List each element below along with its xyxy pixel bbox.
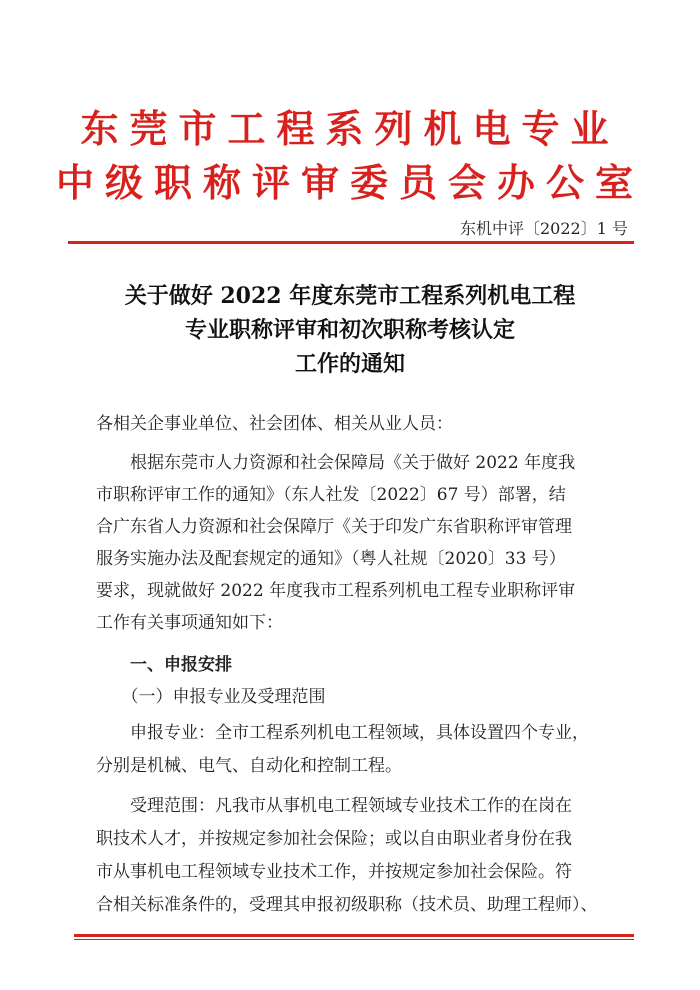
body-line: 分别是机械、电气、自动化和控制工程。 [96,756,402,776]
body-line: 市职称评审工作的通知》（东人社发〔2022〕67 号）部署，结 [96,485,566,505]
notice-title-line-1: 关于做好 2022 年度东莞市工程系列机电工程 [124,283,576,309]
body-line: 受理范围：凡我市从事机电工程领域专业技术工作的在岗在 [96,796,572,816]
body-line: 根据东莞市人力资源和社会保障局《关于做好 2022 年度我 [96,453,576,473]
body-line: 职技术人才，并按规定参加社会保险；或以自由职业者身份在我 [96,829,572,849]
body-line: 市从事机电工程领域专业技术工作，并按规定参加社会保险。符 [96,862,572,882]
body-line: 申报专业：全市工程系列机电工程领域，具体设置四个专业， [96,723,589,743]
body-line: 工作有关事项通知如下： [96,613,283,633]
body-line: 合相关标准条件的，受理其申报初级职称（技术员、助理工程师）、 [96,895,598,915]
body-line: 合广东省人力资源和社会保障厅《关于印发广东省职称评审管理 [96,517,572,537]
body-line: 要求，现就做好 2022 年度我市工程系列机电工程专业职称评审 [96,581,576,601]
salutation: 各相关企事业单位、社会团体、相关从业人员： [96,414,453,434]
issuer-name-line-1: 东莞市工程系列机电专业 [80,107,620,151]
footer-red-rule-thin [74,939,634,940]
footer-red-rule [74,934,634,937]
document-number: 东机中评〔2022〕1 号 [460,219,628,238]
notice-title-line-2: 专业职称评审和初次职称考核认定 [184,317,515,343]
subsection-heading: （一）申报专业及受理范围 [96,687,326,707]
issuer-name-line-2: 中级职称评审委员会办公室 [55,161,644,205]
notice-title-line-3: 工作的通知 [294,351,405,377]
body-line: 服务实施办法及配套规定的通知》（粤人社规〔2020〕33 号） [96,549,566,569]
header-red-rule [68,241,634,244]
section-heading: 一、申报安排 [96,655,232,675]
